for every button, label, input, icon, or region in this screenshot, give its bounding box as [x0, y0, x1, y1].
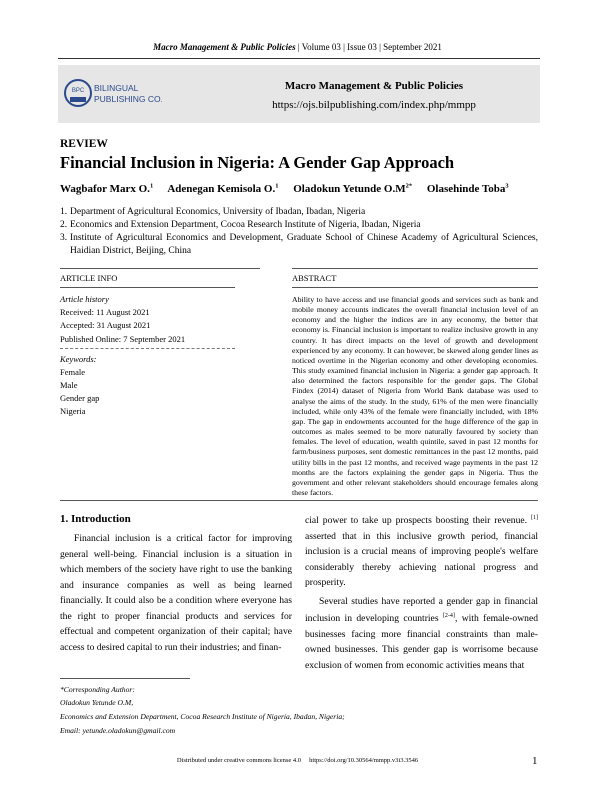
- banner-journal-url[interactable]: https://ojs.bilpublishing.com/index.php/mmpp: [272, 99, 476, 111]
- license-text: Distributed under creative commons license 4.0: [176, 757, 302, 764]
- footnote-affiliation: Economics and Extension Department, Cocoa Research Institute of Nigeria, Ibadan, Nigeria;: [60, 712, 345, 721]
- accepted-date: Accepted: 31 August 2021: [60, 320, 151, 330]
- article-info-divider: [60, 348, 235, 349]
- article-info-rule: [60, 287, 235, 288]
- author-list: [60, 182, 521, 195]
- author: Olasehinde Toba$^3$: [426, 182, 509, 195]
- running-head-issue: | Volume 03 | Issue 03 | September 2021: [295, 42, 442, 52]
- abstract-rule: [292, 287, 538, 288]
- history-label: Article history: [60, 294, 109, 304]
- article-info-top-rule: [60, 268, 260, 269]
- intro-left-column: [60, 531, 292, 655]
- received-date: Received: 11 August 2021: [60, 307, 150, 317]
- author: Adenegan Kemisola O.$^1$: [167, 182, 279, 195]
- footnote-email[interactable]: Email: yetunde.oladokun@gmail.com: [60, 726, 176, 735]
- journal-banner: [58, 65, 540, 123]
- running-head: [0, 42, 595, 52]
- section-heading-introduction: 1. Introduction: [60, 513, 131, 525]
- intro-paragraph: Several studies have reported a gender gap in financial inclusion in developing countries [2-4], with female-owned businesses facing more financial constraints than male-owned businesses. This gender gap is worrisome because exclusion of women from economic activities means that: [305, 595, 539, 671]
- paper-title: Financial Inclusion in Nigeria: A Gender Gap Approach: [60, 153, 455, 172]
- intro-paragraph: cial power to take up prospects boosting their revenue. [1] asserted that in this inclusive growth period, financial inclusion is a crucial means of improving people's welfare considerably thereby achieving national progress and prosperity.: [305, 515, 538, 589]
- abstract-bottom-rule: [60, 500, 538, 501]
- affiliation: 3. Institute of Agricultural Economics and Development, Graduate School of Chinese Academy of Agricultural Sciences, Haidian District, Beijing, China: [60, 233, 538, 256]
- keyword: Male: [60, 380, 78, 390]
- logo-line2: PUBLISHING CO.: [94, 94, 162, 104]
- citation[interactable]: [2-4]: [442, 613, 455, 620]
- footnote-label: *Corresponding Author:: [60, 685, 135, 694]
- section-label: REVIEW: [60, 138, 108, 150]
- abstract-heading: ABSTRACT: [292, 273, 337, 283]
- author: Oladokun Yetunde $O.M^{2*}$: [293, 182, 413, 195]
- affiliation: 1. Department of Agricultural Economics, University of Ibadan, Ibadan, Nigeria: [60, 207, 366, 217]
- banner-journal-title: Macro Management & Public Policies: [284, 80, 464, 92]
- page-number: 1: [532, 755, 538, 767]
- keyword: Female: [60, 367, 86, 377]
- running-head-journal: Macro Management & Public Policies: [153, 42, 296, 52]
- citation[interactable]: [1]: [531, 515, 538, 521]
- keyword: Gender gap: [60, 393, 100, 403]
- logo-badge: BPC: [71, 88, 85, 94]
- footnote-name: Oladokun Yetunde O.M,: [60, 698, 134, 707]
- published-date: Published Online: 7 September 2021: [60, 334, 186, 344]
- publisher-logo-icon: [62, 69, 162, 119]
- doi-link[interactable]: https://doi.org/10.30564/mmpp.v3i3.3546: [309, 757, 419, 764]
- page-footer: [0, 757, 595, 764]
- publisher-logo: [62, 69, 162, 119]
- abstract-top-rule: [292, 268, 538, 269]
- header-rule: [58, 58, 540, 59]
- keywords-label: Keywords:: [60, 354, 97, 364]
- article-info-heading: ARTICLE INFO: [60, 273, 118, 283]
- logo-line1: BILINGUAL: [94, 83, 139, 93]
- abstract-text: Ability to have access and use financial goods and services such as bank and mobile money accounts indicates the overall financial inclusion level of an economy and the higher the indices are in any economy, the better that economy is. Financial inclusion is important to realize inclusive growth in any country. It has direct impacts on the level of growth and development experienced by any economy. It can however, be skewed along gender lines as noticed overtime in the Nigerian economy and other developing economies. This study examined financial inclusion in Nigeria: a gender gap approach. It also determined the factors responsible for the gender gaps. The Global Findex (2014) dataset of Nigeria from World Bank database was used to analyse the aims of the study. In the study, 61% of the men were financially included, while only 43% of the female were financially included, with 18% gap. The gap in endowments accounted for the huge difference of the gap in outcomes as males seemed to be more naturally favoured by society than females. The level of education, wealth quintile, saved in past 12 months for farm/business purposes, sent domestic remittances in the past 12 months, paid utility bills in the past 12 months, and received wage payments in the past 12 months are the factors explaining the gender gaps in Nigeria. Thus the government and other relevant stakeholders should encourage females along these factors.: [292, 295, 538, 497]
- keyword: Nigeria: [60, 406, 86, 416]
- intro-paragraph: Financial inclusion is a critical factor for improving general well-being. Financial inclusion is a situation in which members of the society have right to use the banking and insurance companies as well as being learned financially. It could also be a condition where everyone has the right to proper financial products and services for effectual and competent organization of their capital; have access to desired capital to run their industries; and finan-: [60, 533, 292, 653]
- footnote-rule: [60, 678, 190, 679]
- intro-right-column: [305, 511, 538, 673]
- author: Wagbafor Marx O.$^1$: [60, 182, 154, 195]
- affiliation: 2. Economics and Extension Department, Cocoa Research Institute of Nigeria, Ibadan, Nigeria: [60, 220, 421, 230]
